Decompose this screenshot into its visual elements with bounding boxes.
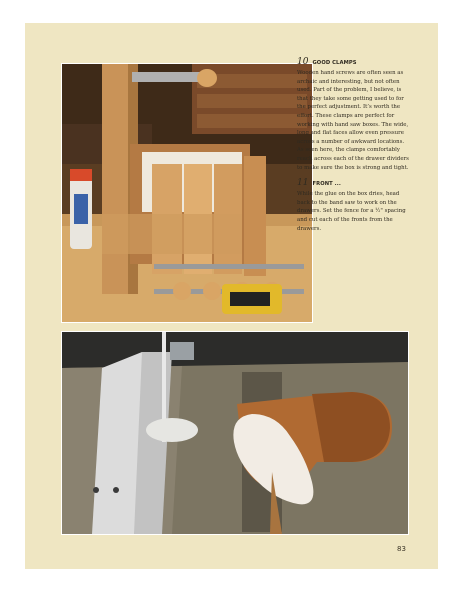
clamps-photo-illustration: [62, 64, 312, 322]
bandsaw-photo-illustration: [62, 332, 408, 534]
step-body: While the glue on the box dries, head back to the band saw to work on the drawers. Set the fence for a ½" spacing and cut each of the fronts from the drawers.: [297, 191, 406, 232]
step-title: GOOD CLAMPS: [312, 60, 357, 66]
book-page: [25, 23, 438, 569]
step-header: [297, 178, 409, 188]
step-header: [297, 57, 409, 67]
step-10: [297, 57, 409, 172]
page-number: 83: [397, 545, 406, 553]
step-body: Wooden hand screws are often seen as archaic and interesting, but not often used. Part of the problem, I believe, is that they take some getting used to for the perfect adjustment. It’s worth the effort. These clamps are perfect for working with hand saw boxes. The wide, long and flat faces allow even pressure across a number of awkward locations. As seen here, the clamps comfortably reach across each of the drawer dividers to make sure the box is strong and tight.: [297, 70, 409, 171]
step-number: 10: [297, 57, 309, 67]
text-column: [297, 57, 409, 239]
step-number: 11: [297, 178, 309, 189]
clamps-photo: [61, 63, 313, 323]
step-11: [297, 178, 409, 233]
bandsaw-photo: [61, 331, 409, 535]
step-title: FRONT ...: [312, 181, 341, 188]
